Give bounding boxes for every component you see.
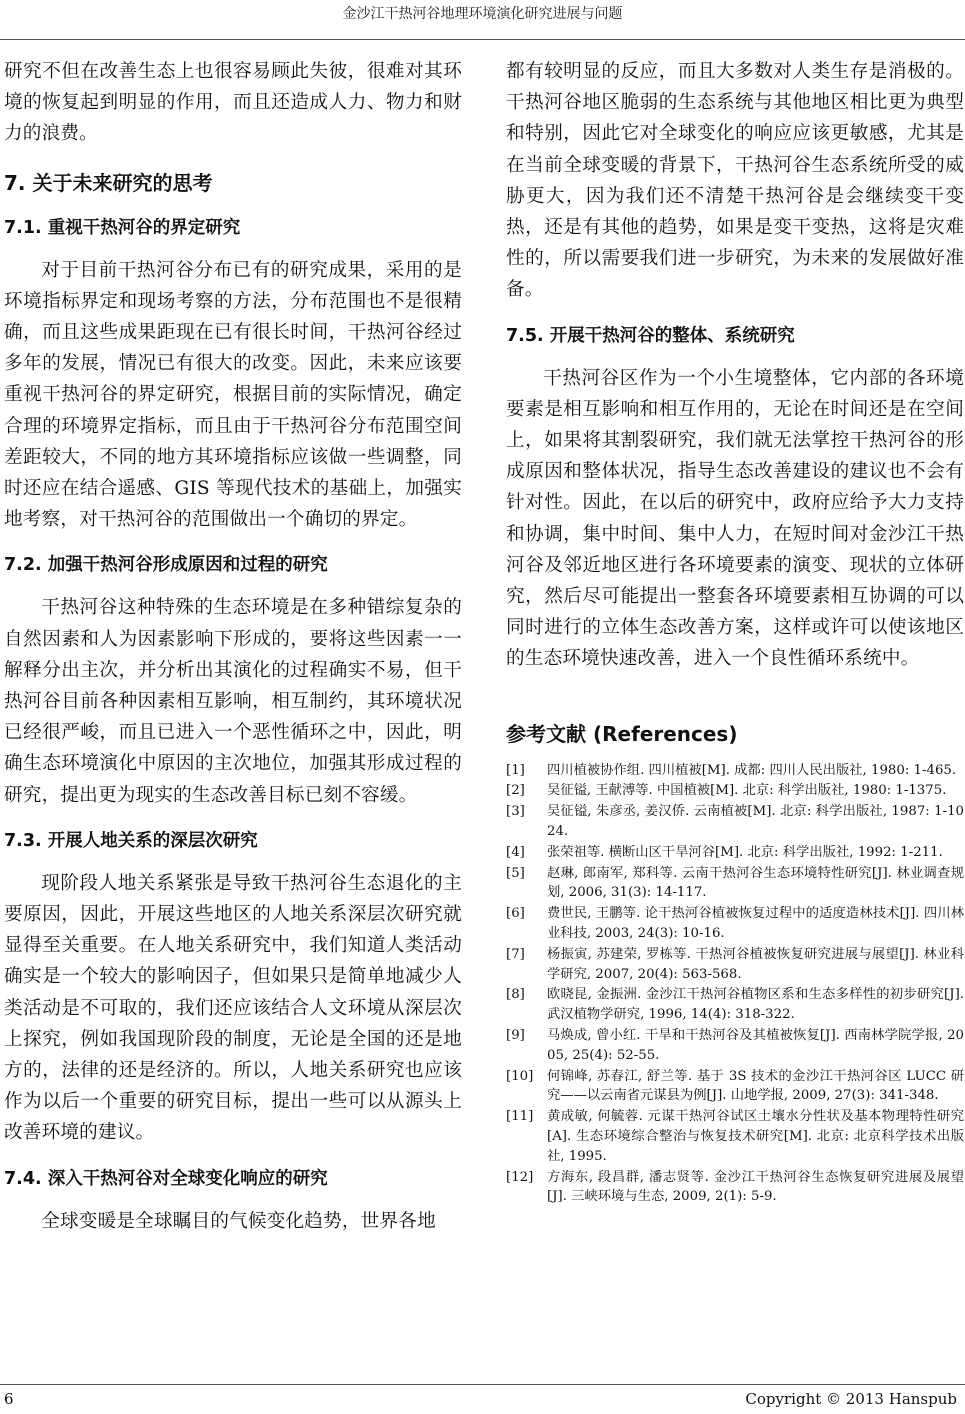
reference-item (506, 864, 964, 904)
reference-number: [2] (506, 783, 525, 799)
reference-item (506, 1107, 964, 1166)
reference-item (506, 1168, 964, 1208)
opening-paragraph: 研究不但在改善生态上也很容易顾此失彼，很难对其环境的恢复起到明显的作用，而且还造成人力、物力和财力的浪费。 (4, 61, 462, 145)
reference-number: [3] (506, 804, 525, 820)
section-7-5-paragraph: 干热河谷区作为一个小生境整体，它内部的各环境要素是相互影响和相互作用的，无论在时间还是在空间上，如果将其割裂研究，我们就无法掌控干热河谷的形成原因和整体状况，指导生态改善建设的建议也不会有针对性。因此，在以后的研究中，政府应给予大力支持和协调，集中时间、集中人力，在短时间对金沙江干热河谷及邻近地区进行各环境要素的演变、现状的立体研究，然后尽可能提出一整套各环境要素相互协调的可以同时进行的立体生态改善方案，这样或许可以使该地区的生态环境快速改善，进入一个良性循环系统中。 (506, 367, 964, 670)
reference-number: [1] (506, 762, 525, 778)
references-heading: 参考文献 (References) (506, 721, 738, 746)
reference-text: 吴征镒, 朱彦丞, 姜汉侨. 云南植被[M]. 北京: 科学出版社, 1987: 1-1024. (547, 804, 964, 840)
section-7-5-heading: 7.5. 开展干热河谷的整体、系统研究 (506, 325, 795, 346)
reference-item (506, 843, 964, 863)
section-7-2-heading: 7.2. 加强干热河谷形成原因和过程的研究 (4, 555, 328, 576)
section-7-4-paragraph-start: 全球变暖是全球瞩目的气候变化趋势，世界各地 (41, 1210, 436, 1232)
reference-item (506, 802, 964, 842)
reference-text: 马焕成, 曾小红. 干旱和干热河谷及其植被恢复[J]. 西南林学院学报, 2005, 25(4): 52-55. (547, 1028, 964, 1063)
reference-number: [11] (506, 1109, 534, 1125)
reference-text: 何锦峰, 苏春江, 舒兰等. 基于 3S 技术的金沙江干热河谷区 LUCC 研究——以云南省元谋县为例[J]. 山地学报, 2009, 27(3): 341-348. (547, 1068, 964, 1104)
section-7-1-paragraph: 对于目前干热河谷分布已有的研究成果，采用的是环境指标界定和现场考察的方法，分布范围也不是很精确，而且这些成果距现在已有很长时间，干热河谷经过多年的发展，情况已有很大的改变。因此，未来应该要重视干热河谷的界定研究，根据目前的实际情况，确定合理的环境界定指标，而且由于干热河谷分布范围空间差距较大，不同的地方其环境指标应该做一些调整，同时还应在结合遥感、GIS 等现代技术的基础上，加强实地考察，对干热河谷的范围做出一个确切的界定。 (4, 259, 462, 531)
section-7-4-heading: 7.4. 深入干热河谷对全球变化响应的研究 (4, 1168, 328, 1189)
reference-number: [6] (506, 906, 525, 922)
section-7-3-paragraph: 现阶段人地关系紧张是导致干热河谷生态退化的主要原因，因此，开展这些地区的人地关系深层次研究就显得至关重要。在人地关系研究中，我们知道人类活动确实是一个较大的影响因子，但如果只是简单地减少人类活动是不可取的，我们还应该结合人文环境从深层次上探究，例如我国现阶段的制度，无论是全国的还是地方的，法律的还是经济的。所以，人地关系研究也应该作为以后一个重要的研究目标，提出一些可以从源头上改善环境的建议。 (4, 872, 462, 1144)
reference-number: [9] (506, 1028, 525, 1044)
section-7-2-paragraph: 干热河谷这种特殊的生态环境是在多种错综复杂的自然因素和人为因素影响下形成的，要将这些因素一一解释分出主次，并分析出其演化的过程确实不易，但干热河谷目前各种因素相互影响，相互制约，其环境状况已经很严峻，而且已进入一个恶性循环之中，因此，明确生态环境演化中原因的主次地位，加强其形成过程的研究，提出更为现实的生态改善目标已刻不容缓。 (4, 597, 462, 806)
reference-item (506, 945, 964, 985)
left-column (4, 56, 462, 1237)
reference-item (506, 1026, 964, 1066)
reference-number: [5] (506, 865, 525, 881)
section-7-4-paragraph-continued: 都有较明显的反应，而且大多数对人类生存是消极的。干热河谷地区脆弱的生态系统与其他地区相比更为典型和特别，因此它对全球变化的响应应该更敏感，尤其是在当前全球变暖的背景下，干热河谷生态系统所受的威胁更大，因为我们还不清楚干热河谷是会继续变干变热，还是有其他的趋势，如果是变干变热，这将是灾难性的，所以需要我们进一步研究，为未来的发展做好准备。 (506, 61, 964, 301)
reference-list (506, 761, 964, 1208)
reference-text: 方海东, 段昌群, 潘志贤等. 金沙江干热河谷生态恢复研究进展及展望[J]. 三峡环境与生态, 2009, 2(1): 5-9. (547, 1169, 964, 1205)
reference-text: 四川植被协作组. 四川植被[M]. 成都: 四川人民出版社, 1980: 1-465. (547, 762, 957, 778)
reference-item (506, 1067, 964, 1107)
reference-text: 欧晓昆, 金振洲. 金沙江干热河谷植物区系和生态多样性的初步研究[J]. 武汉植物学研究, 1996, 14(4): 318-322. (547, 987, 964, 1023)
page-number: 6 (4, 1390, 14, 1408)
journal-running-title: 金沙江干热河谷地理环境演化研究进展与问题 (342, 6, 623, 22)
copyright-notice: Copyright © 2013 Hanspub (745, 1390, 957, 1408)
reference-text: 黄成敏, 何毓蓉. 元谋干热河谷试区土壤水分性状及基本物理特性研究[A]. 生态环境综合整治与恢复技术研究[M]. 北京: 北京科学技术出版社, 1995. (547, 1109, 964, 1164)
reference-text: 赵琳, 郎南军, 郑科等. 云南干热河谷生态环境特性研究[J]. 林业调查规划, 2006, 31(3): 14-117. (547, 865, 964, 901)
reference-text: 吴征镒, 王献溥等. 中国植被[M]. 北京: 科学出版社, 1980: 1-1375. (547, 783, 947, 799)
reference-number: [10] (506, 1068, 534, 1084)
running-header (0, 0, 965, 40)
reference-text: 杨振寅, 苏建荣, 罗栋等. 干热河谷植被恢复研究进展与展望[J]. 林业科学研究, 2007, 20(4): 563-568. (547, 946, 964, 982)
reference-item (506, 985, 964, 1025)
reference-number: [4] (506, 844, 525, 860)
section-7-3-heading: 7.3. 开展人地关系的深层次研究 (4, 830, 258, 851)
reference-number: [7] (506, 946, 525, 962)
section-7-1-heading: 7.1. 重视干热河谷的界定研究 (4, 217, 241, 238)
page-footer (0, 1384, 965, 1414)
reference-text: 张荣祖等. 横断山区干旱河谷[M]. 北京: 科学出版社, 1992: 1-211. (547, 844, 943, 860)
reference-number: [12] (506, 1169, 534, 1185)
section-7-heading: 7. 关于未来研究的思考 (4, 170, 213, 195)
reference-item (506, 761, 964, 781)
reference-number: [8] (506, 987, 525, 1003)
reference-item (506, 781, 964, 801)
reference-text: 费世民, 王鹏等. 论干热河谷植被恢复过程中的适度造林技术[J]. 四川林业科技, 2003, 24(3): 10-16. (547, 906, 964, 942)
reference-item (506, 904, 964, 944)
right-column (506, 56, 964, 1208)
